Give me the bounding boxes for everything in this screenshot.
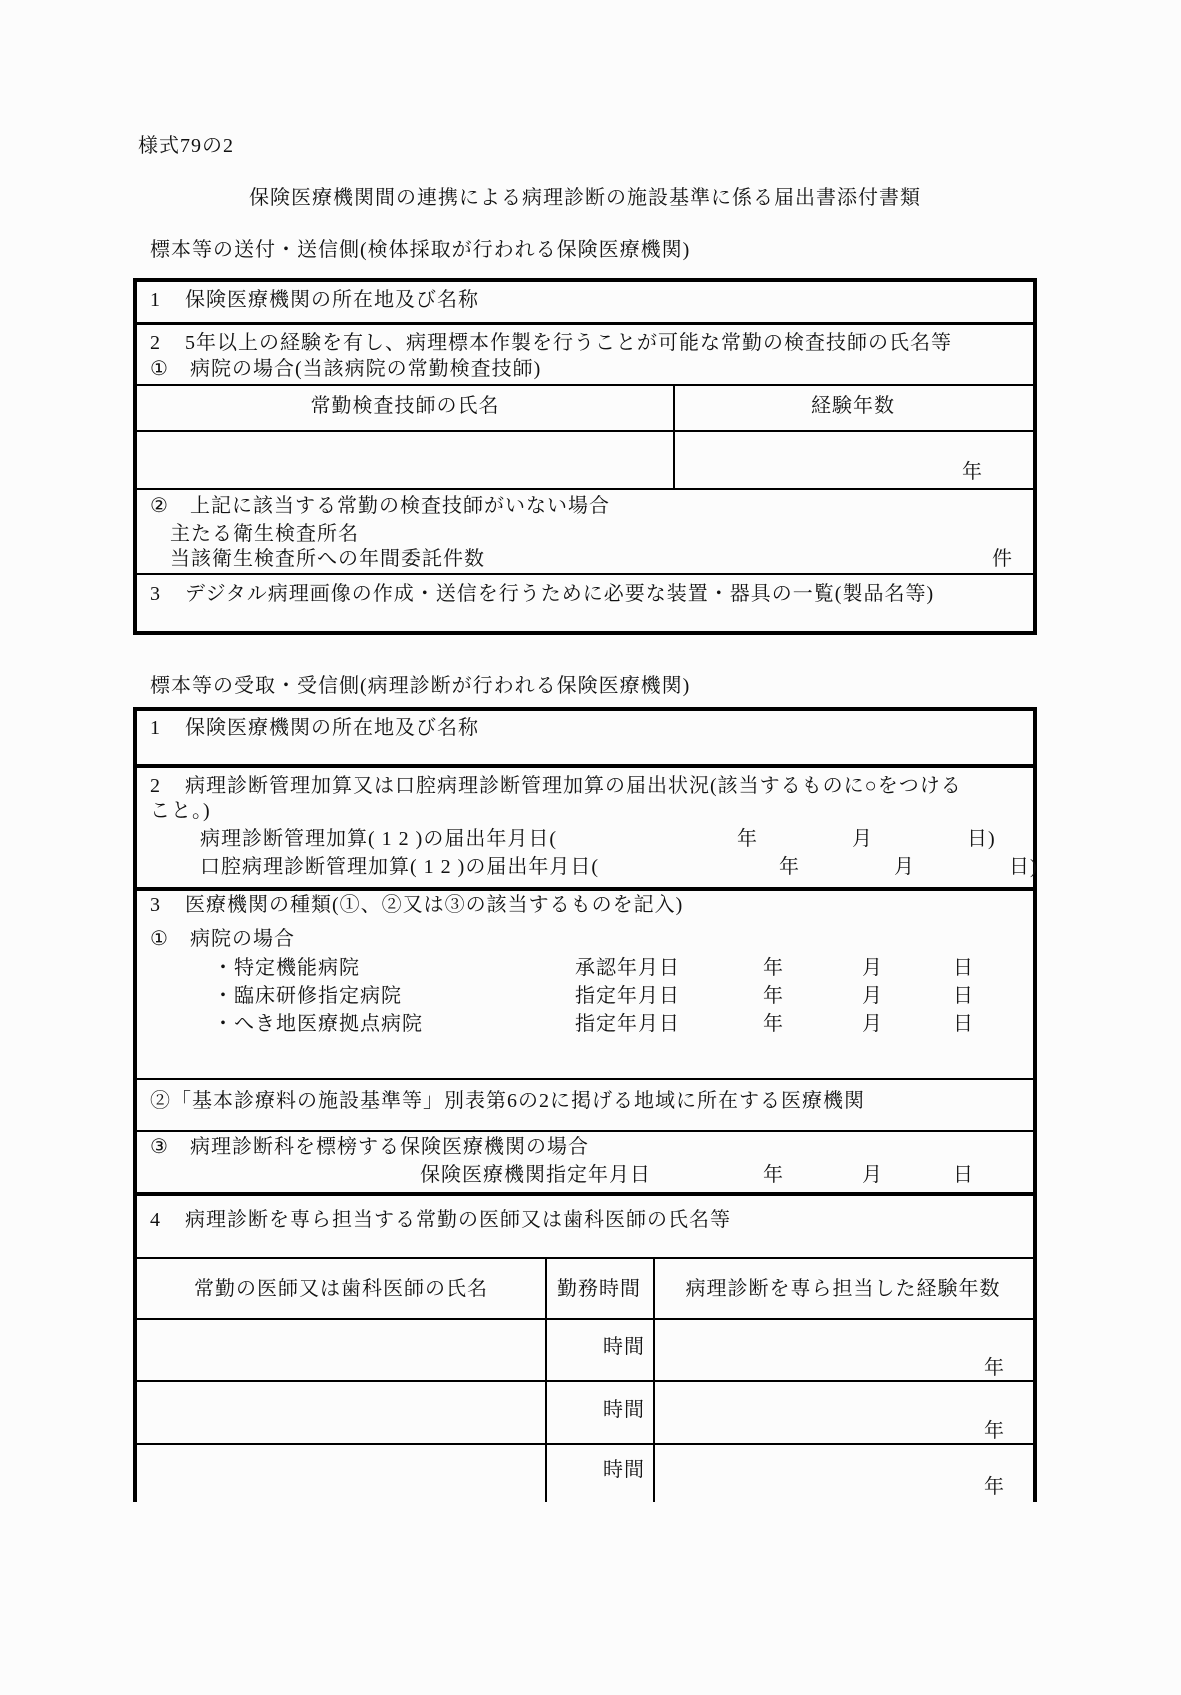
doctor-row-hours-unit: 時間: [603, 1459, 645, 1481]
doctor-table-row-border: [137, 1380, 1033, 1382]
hospital-row-month: 月: [862, 1013, 883, 1035]
form-title: 保険医療機関間の連携による病理診断の施設基準に係る届出書添付書類: [249, 187, 921, 209]
receiver-item1: [150, 716, 479, 740]
receiver-item2-label-line2: こと。): [150, 800, 211, 822]
tech-table-years-header: 経験年数: [811, 395, 895, 417]
sender-item2-label: 5年以上の経験を有し、病理標本作製を行うことが可能な常勤の検査技師の氏名等: [185, 332, 952, 354]
divider: [137, 573, 1033, 575]
receiver-section-heading: 標本等の受取・受信側(病理診断が行われる保険医療機関): [150, 675, 691, 697]
tech-table-top-border: [137, 384, 1033, 386]
hospital-row-year: 年: [763, 957, 784, 979]
receiver-table: [133, 707, 1037, 1502]
koku-kasan-line-prefix: 口腔病理診断管理加算( 1 2 )の届出年月日(: [200, 856, 599, 878]
shitei-date-day: 日: [953, 1164, 974, 1186]
lab-count-unit: 件: [992, 548, 1013, 570]
divider: [137, 1192, 1033, 1196]
shitei-date-year: 年: [763, 1164, 784, 1186]
hospital-row-month: 月: [862, 985, 883, 1007]
doctor-row-exp-unit: 年: [984, 1357, 1005, 1379]
receiver-item1-label: 保険医療機関の所在地及び名称: [185, 717, 479, 739]
receiver-item3-label: 医療機関の種類(①、②又は③の該当するものを記入): [185, 894, 684, 916]
hospital-row-month: 月: [862, 957, 883, 979]
kasan-line-year: 年: [737, 828, 758, 850]
koku-kasan-line-month: 月: [894, 856, 915, 878]
shitei-date-month: 月: [862, 1164, 883, 1186]
sender-item3-label: デジタル病理画像の作成・送信を行うために必要な装置・器具の一覧(製品名等): [185, 583, 935, 605]
hospital-row-year: 年: [763, 985, 784, 1007]
doctor-table-header-border: [137, 1318, 1033, 1320]
tech-name-cell: [137, 432, 673, 488]
sender-item1-label: 保険医療機関の所在地及び名称: [185, 289, 479, 311]
doctor-table-exp-header: 病理診断を専ら担当した経験年数: [685, 1278, 1001, 1300]
doctor-table-top-border: [137, 1257, 1033, 1259]
receiver-item4-label: 病理診断を専ら担当する常勤の医師又は歯科医師の氏名等: [185, 1209, 731, 1231]
sender-table: [133, 278, 1037, 635]
receiver-item3: [150, 893, 683, 917]
sender-item2-sub1-number: ①: [150, 358, 169, 380]
doctor-table-hours-header: 勤務時間: [557, 1278, 641, 1300]
receiver-item4-number: 4: [150, 1209, 161, 1231]
tech-years-unit: 年: [962, 461, 983, 483]
doctor-row-hours-unit: 時間: [603, 1336, 645, 1358]
sender-item2-sub1: [150, 357, 541, 381]
kasan-line-day: 日): [967, 828, 996, 850]
sender-section-heading: 標本等の送付・送信側(検体採取が行われる保険医療機関): [150, 239, 691, 261]
divider: [137, 1078, 1033, 1080]
divider: [137, 322, 1033, 325]
hospital-row-name: ・特定機能病院: [213, 957, 360, 979]
divider: [137, 887, 1033, 891]
sender-item2-sub2: [150, 494, 610, 518]
receiver-item3-sub1-label: 病院の場合: [190, 928, 295, 950]
hospital-row-date-label: 指定年月日: [575, 1013, 680, 1035]
kasan-line-prefix: 病理診断管理加算( 1 2 )の届出年月日(: [200, 828, 557, 850]
sender-item1: [150, 288, 479, 312]
receiver-item3-number: 3: [150, 894, 161, 916]
doctor-table-row-border: [137, 1443, 1033, 1445]
divider: [137, 764, 1033, 768]
sender-item1-number: 1: [150, 289, 161, 311]
divider: [137, 1130, 1033, 1132]
receiver-item3-sub1: [150, 927, 295, 951]
receiver-item1-number: 1: [150, 717, 161, 739]
receiver-item3-sub3: [150, 1135, 589, 1159]
receiver-item3-sub2-label: ②「基本診療料の施設基準等」別表第6の2に掲げる地域に所在する医療機関: [150, 1090, 865, 1112]
hospital-row-day: 日: [953, 957, 974, 979]
doctor-row-hours-unit: 時間: [603, 1399, 645, 1421]
hospital-row-year: 年: [763, 1013, 784, 1035]
receiver-item3-sub1-number: ①: [150, 928, 169, 950]
hospital-row-name: ・臨床研修指定病院: [213, 985, 402, 1007]
lab-count-label: 当該衛生検査所への年間委託件数: [170, 548, 485, 570]
receiver-item4: [150, 1208, 731, 1232]
receiver-item3-sub3-number: ③: [150, 1136, 169, 1158]
hospital-row-date-label: 指定年月日: [575, 985, 680, 1007]
kasan-line-month: 月: [852, 828, 873, 850]
sender-item2-sub1-label: 病院の場合(当該病院の常勤検査技師): [190, 358, 542, 380]
receiver-item2-label-line1: 病理診断管理加算又は口腔病理診断管理加算の届出状況(該当するものに○をつける: [185, 775, 962, 797]
shitei-date-label: 保険医療機関指定年月日: [420, 1164, 651, 1186]
sender-item2-number: 2: [150, 332, 161, 354]
receiver-item2: [150, 774, 962, 798]
sender-item2-sub2-number: ②: [150, 495, 169, 517]
lab-name-label: 主たる衛生検査所名: [170, 523, 359, 545]
hospital-row-date-label: 承認年月日: [575, 957, 680, 979]
form-number: 様式79の2: [138, 135, 234, 157]
tech-table-bottom-border: [137, 488, 1033, 490]
koku-kasan-line-day: 日): [1009, 856, 1038, 878]
sender-item3-number: 3: [150, 583, 161, 605]
koku-kasan-line-year: 年: [779, 856, 800, 878]
receiver-item3-sub3-label: 病理診断科を標榜する保険医療機関の場合: [190, 1136, 589, 1158]
receiver-item2-number: 2: [150, 775, 161, 797]
hospital-row-name: ・へき地医療拠点病院: [213, 1013, 423, 1035]
sender-item2-sub2-label: 上記に該当する常勤の検査技師がいない場合: [190, 495, 610, 517]
doctor-table-name-header: 常勤の医師又は歯科医師の氏名: [194, 1278, 488, 1300]
tech-table-name-header: 常勤検査技師の氏名: [310, 395, 500, 417]
sender-item2: [150, 331, 952, 355]
doctor-row-exp-unit: 年: [984, 1476, 1005, 1498]
sender-item3: [150, 582, 934, 606]
doctor-row-exp-unit: 年: [984, 1420, 1005, 1442]
hospital-row-day: 日: [953, 985, 974, 1007]
hospital-row-day: 日: [953, 1013, 974, 1035]
